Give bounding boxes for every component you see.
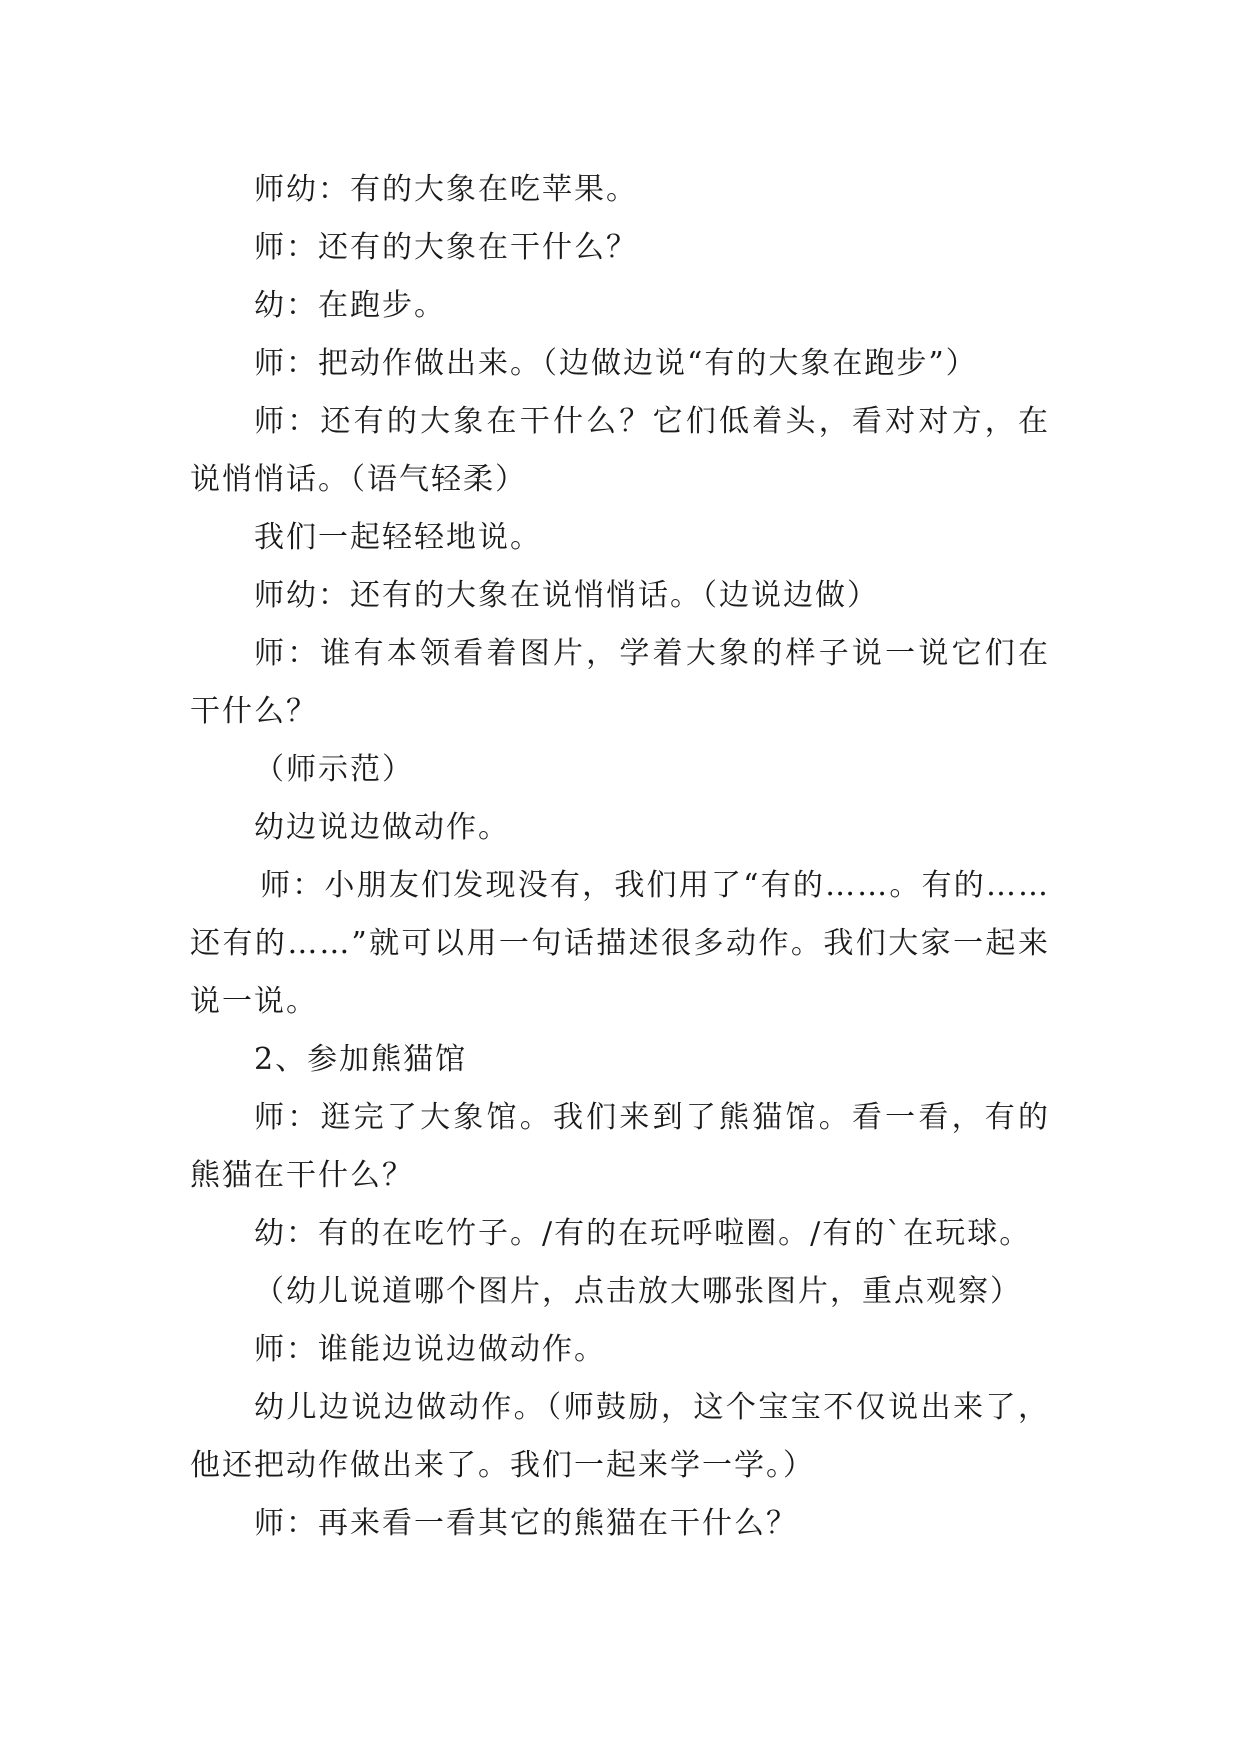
paragraph: 师幼：有的大象在吃苹果。 [254,172,638,207]
paragraph: 幼：有的在吃竹子。/有的在玩呼啦圈。/有的`在玩球。 [254,1216,1032,1251]
paragraph: 师幼：还有的大象在说悄悄话。（边说边做） [254,578,879,613]
paragraph: 师：谁有本领看着图片，学着大象的样子说一说它们在干什么？ [190,636,1050,729]
paragraph: 幼儿边说边做动作。（师鼓励，这个宝宝不仅说出来了，他还把动作做出来了。我们一起来学一学。） [190,1390,1050,1483]
paragraph: （师示范） [254,752,414,787]
paragraph: 我们一起轻轻地说。 [254,520,542,555]
paragraph: 幼边说边做动作。 [254,810,510,845]
paragraph: 师：再来看一看其它的熊猫在干什么？ [254,1506,798,1541]
paragraph: 师：还有的大象在干什么？ [254,230,638,265]
paragraph: 师：把动作做出来。（边做边说“有的大象在跑步”） [254,346,978,381]
paragraph: 师：谁能边说边做动作。 [254,1332,606,1367]
paragraph: 幼：在跑步。 [254,288,446,323]
section-heading: 2、参加熊猫馆 [254,1042,468,1077]
paragraph: 师：小朋友们发现没有，我们用了“有的……。有的……还有的……”就可以用一句话描述很多动作。我们大家一起来说一说。 [190,868,1050,1019]
paragraph: 师：逛完了大象馆。我们来到了熊猫馆。看一看，有的熊猫在干什么？ [190,1100,1050,1193]
paragraph: 师：还有的大象在干什么？它们低着头，看对对方，在说悄悄话。（语气轻柔） [190,404,1050,497]
document-body [190,161,1050,1553]
paragraph: （幼儿说道哪个图片，点击放大哪张图片，重点观察） [254,1274,1022,1309]
